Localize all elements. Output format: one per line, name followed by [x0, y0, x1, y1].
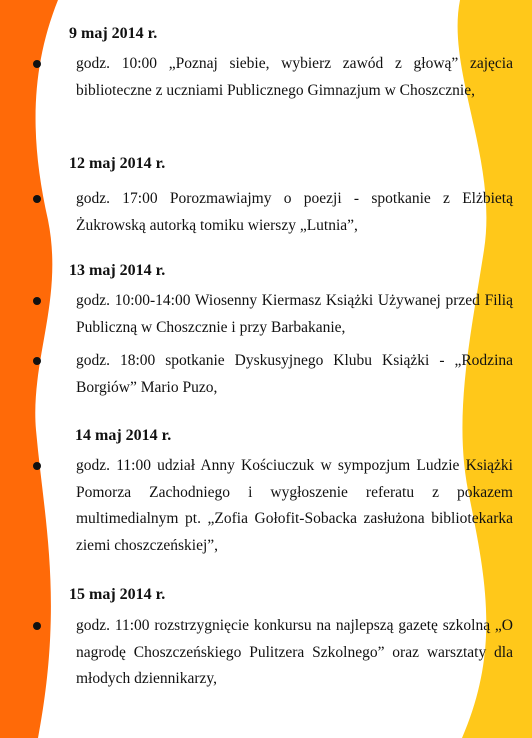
event-item: godz. 11:00 rozstrzygnięcie konkursu na najlepszą gazetę szkolną „O nagrodę Choszczeńskiego Pulitzera Szkolnego” oraz warsztaty dla młodych dziennikarzy,: [76, 617, 513, 687]
event-item: godz. 11:00 udział Anny Kościuczuk w sympozjum Ludzie Książki Pomorza Zachodniego i wygłoszenie referatu z pokazem multimedialnym pt. „Zofia Gołofit-Sobacka zasłużona bibliotekarka ziemi choszczeńskiej”,: [76, 457, 513, 554]
bullet: [33, 462, 41, 470]
bullet: [33, 622, 41, 630]
event-item: godz. 17:00 Porozmawiajmy o poezji - spotkanie z Elżbietą Żukrowską autorką tomiku wierszy „Lutnia”,: [76, 190, 513, 234]
date-heading: 15 maj 2014 r.: [69, 586, 166, 603]
bullet: [33, 195, 41, 203]
bullet: [33, 357, 41, 365]
event-item: godz. 18:00 spotkanie Dyskusyjnego Klubu Książki - „Rodzina Borgiów” Mario Puzo,: [76, 352, 513, 396]
event-item: godz. 10:00-14:00 Wiosenny Kiermasz Książki Używanej przed Filią Publiczną w Choszcznie i przy Barbakanie,: [76, 292, 513, 336]
date-heading: 9 maj 2014 r.: [69, 25, 158, 42]
date-heading: 13 maj 2014 r.: [69, 262, 166, 279]
date-heading: 12 maj 2014 r.: [69, 155, 166, 172]
event-item: godz. 10:00 „Poznaj siebie, wybierz zawód z głową” zajęcia biblioteczne z uczniami Publicznego Gimnazjum w Choszcznie,: [76, 55, 513, 99]
bullet: [33, 60, 41, 68]
bullet: [33, 297, 41, 305]
date-heading: 14 maj 2014 r.: [75, 427, 172, 444]
